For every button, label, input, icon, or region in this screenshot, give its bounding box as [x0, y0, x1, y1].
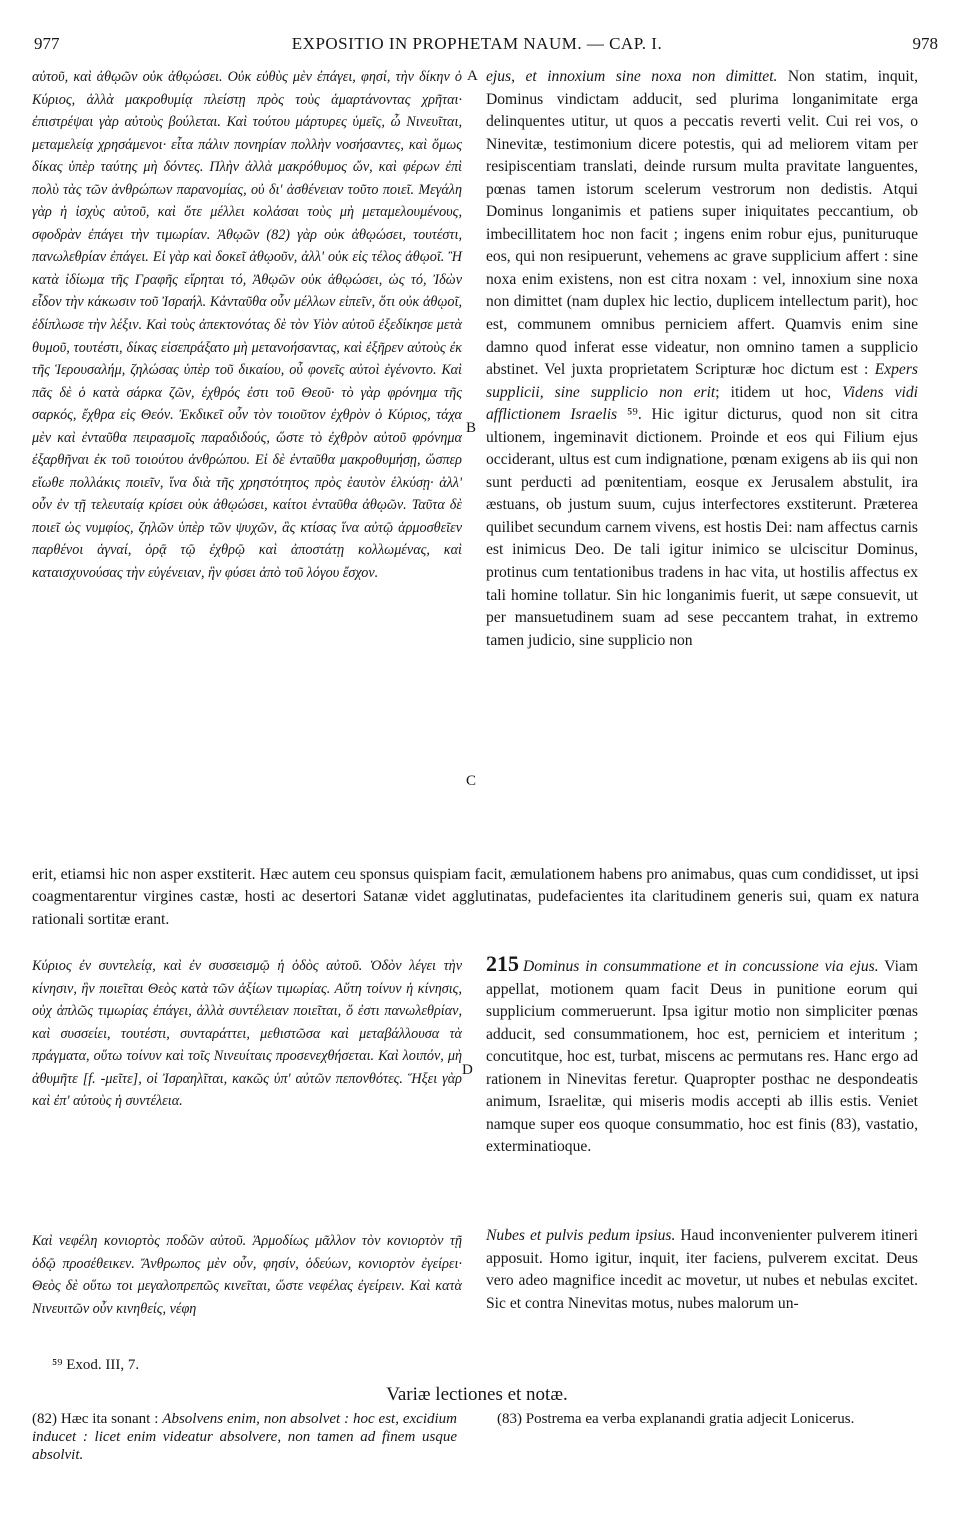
variae-lectiones-heading: Variæ lectiones et notæ. [386, 1384, 568, 1405]
margin-letter-c: C [466, 773, 477, 789]
latin-lead: Nubes et pulvis pedum ipsius. [486, 1227, 676, 1244]
note-text: Absolvens enim, non absolvet : hoc est, excidium inducet : licet enim videatur absolvere, non tamen ad finem usque absolvit. [32, 1411, 457, 1463]
latin-body: Haud inconvenienter pulverem itineri apposuit. Homo igitur, inquit, iter faciens, pulverem excitat. Deus vero adeo magnifice incedit ac movetur, ut nubes et nebulas excitet. Sic et contra Ninevitas motus, nubes malorum un- [486, 1227, 919, 1312]
running-title: EXPOSITIO IN PROPHETAM NAUM. — CAP. I. [291, 34, 663, 53]
latin-quote: Expers supplicii, sine supplicio non erit [486, 361, 918, 401]
margin-letter-d: D [462, 1062, 473, 1078]
greek-text: Καὶ νεφέλη κονιορτὸς ποδῶν αὐτοῦ. Ἁρμοδίως μᾶλλον τὸν κονιορτὸν τῇ ὁδῷ προσέθεικεν. Ἄνθρωπος μὲν οὖν, φησίν, ὁδεύων, κονιορτὸν ἐγείρει· Θεὸς δὲ οὕτω τοι μεγαλοπρεπῶς κινεῖται, ὥστε νεφέλας ἐγείρειν. Καὶ κατὰ Νινευιτῶν οὖν κινηθείς, νέφη [32, 1233, 462, 1317]
margin-letter-a: A [467, 68, 478, 84]
latin-lead: ejus, et innoxium sine noxa non dimittet. [486, 68, 778, 85]
greek-text: αὐτοῦ, καὶ ἀθῳῶν οὐκ ἀθῳώσει. Οὐκ εὐθὺς μὲν ἐπάγει, φησί, τὴν δίκην ὁ Κύριος, ἀλλὰ μακροθυμίᾳ πλείστῃ πρὸς τοὺς ἁμαρτάνοντας χρῆται· ἐπιστρέψαι γὰρ αὐτοὺς βούλεται. Καὶ τούτου μάρτυρες ὑμεῖς, ὦ Νινευῖται, μεταμελείᾳ χρησάμενοι· εἶτα πάλιν πονηρίαν πολλὴν νοσήσαντες, καὶ ὅμως δίκας ὑπὲρ ταύτης μὴ δόντες. Πλὴν ἀλλὰ μακρόθυμος ὤν, καὶ φέρων ἐπὶ πολὺ τὰς τῶν ἀνθρώπων παρανομίας, οὐ δι' ἀσθένειαν τοῦτο ποιεῖ. Μεγάλη γὰρ ἡ ἰσχὺς αὐτοῦ, καὶ ὅτε μέλλει κολάσαι τοὺς μὴ μεταμελουμένους, σφοδρὰν ἐπάγει τὴν τιμωρίαν. Ἀθῳῶν (82) γὰρ οὐκ ἀθῳώσει, τουτέστι, πανωλεθρίαν ἐπάγει. Εἰ γὰρ καὶ δοκεῖ ἀθῳοῦν, ἀλλ' οὐκ εἰς τέλος ἀθῳοῖ. Ἢ κατὰ ἰδίωμα τῆς Γραφῆς εἴρηται τό, Ἀθῳῶν οὐκ ἀθῳώσει, ὡς τό, Ἰδὼν εἶδον τὴν κάκωσιν τοῦ Ἰσραήλ. Κἀνταῦθα οὖν μέλλων εἰπεῖν, ὅτι οὐκ ἀθῳοῖ, ἐδίπλωσε τὴν λέξιν. Καὶ τοὺς ἀπεκτονότας δὲ τὸν Υἱὸν αὐτοῦ ἐξεδίκησε μετὰ θυμοῦ, τουτέστι, δίκας εἰσεπράξατο μὴ μετανοήσαντας, καὶ ἐξῆρεν αὐτοὺς ἐκ τῆς Ἱερουσαλήμ, ζηλώσας ὑπὲρ τοῦ δικαίου, οὗ φονεῖς αὐτοὶ ἐγένοντο. Καὶ πᾶς δὲ ὁ κατὰ σάρκα ζῶν, ἐχθρός ἐστι τοῦ Θεοῦ· τὸ γὰρ φρόνημα τῆς σαρκός, ἔχθρα εἰς Θεόν. Ἐκδικεῖ οὖν τὸν τοιοῦτον ἐχθρὸν ὁ Κύριος, τάχα μὲν καὶ ἐνταῦθα πειρασμοῖς παραδιδούς, ὥστε τὸ ἐχθρὸν αὐτοῦ φρόνημα ἐξαρθῆναι ἐκ τοῦ τοιούτου ἀνθρώπου. Εἰ δὲ ἐνταῦθα μακροθυμήσῃ, ὥσπερ εἴωθε πολλάκις ποιεῖν, ἵνα διὰ τῆς χρηστότητος πρὸς ἑαυτὸν ἑλκύσῃ· ἀλλ' οὖν ἐν τῇ τελευταίᾳ κρίσει οὐκ ἀθῳώσει, καίτοι ἐνταῦθα ἀθῳῶν. Ταῦτα δὲ ποιεῖ ὡς νυμφίος, ζηλῶν ὑπὲρ τῶν ψυχῶν, ἃς κτίσας ἵνα αὐτῷ ἁρμοσθεῖεν παρθένοι ἁγναί, ὁρᾷ τῷ ἐχθρῷ καὶ ἀποστάτῃ κολλωμένας, καὶ καταισχυνούσας τὴν εὐγένειαν, ἣν φύσει ἀπὸ τοῦ λόγου ἔσχον. [32, 69, 462, 582]
greek-text: Κύριος ἐν συντελείᾳ, καὶ ἐν συσσεισμῷ ἡ ὁδὸς αὐτοῦ. Ὁδὸν λέγει τὴν κίνησιν, ἣν ποιεῖται Θεὸς κατὰ τῶν ἀξίων τιμωρίας. Αὕτη τοίνυν ἡ κίνησις, οὐχ ἁπλῶς τιμωρίας ἐπάγει, ἀλλὰ συντέλειαν ποιεῖται, ὅ ἐστι πανωλεθρίαν, καὶ συσσείει, τουτέστι, συνταράττει, μεθιστῶσα καὶ μεταβάλλουσα τὰ πράγματα, οὕτω τοίνυν καὶ τοῖς Νινευίταις προσενεχθήσεται. Καὶ λοιπόν, μὴ ἀθυμῆτε [f. -μεῖτε], οἱ Ἰσραηλῖται, κακῶς ὑπ' αὐτῶν πεπονθότες. Ἥξει γὰρ καὶ ἐπ' αὐτοὺς ἡ συντέλεια. [32, 958, 462, 1110]
column-number: 215 [486, 951, 519, 976]
latin-body: ; itidem ut hoc, [715, 383, 843, 401]
latin-text [486, 953, 918, 1159]
greek-column-block-2 [32, 955, 462, 1113]
latin-text [486, 1225, 918, 1315]
greek-column-block-1 [32, 66, 462, 585]
latin-quote: Videns vidi afflictionem Israelis [486, 383, 918, 424]
full-width-paragraph: erit, etiamsi hic non asper exstiterit. Hæc autem ceu sponsus quispiam facit, æmulationem habens pro animabus, quas cum condidisset, ut ipsi coagmentarentur virgines castæ, hosti ac desertori Satanæ videt agglutinatas, pudefacientes ita claritudinem generis sui, quam ex natura rationali sortitæ erant. [32, 866, 919, 928]
note-number: (82) Hæc ita sonant : [32, 1411, 163, 1427]
note-82 [32, 1410, 457, 1464]
scripture-ref: ⁵⁹ [617, 406, 638, 424]
latin-body: Non statim, inquit, Dominus vindictam adducit, sed plurima longanimitate erga delinquentes utitur, ut quos a peccatis reverti velit. Cui rei vos, o Ninevitæ, testimonium dicere potestis, qui ad meliorem vitam per resipiscentiam translati, deinde rursum multa pravitate languentes, pœnas tamen istorum scelerum vestrorum non dedistis. Atqui Dominus longanimis et patiens super iniquitates peccantium, ob imbecillitatem hoc non facit ; ingens enim robur ejus, punituruque eos, qui non resipuerunt, vehemens ac grave supplicium affert : sine noxa enim existens, non est citra noxam : vel, innoxium sine noxa non dimittet (nam duplex hic lectio, duplicem intellectum parit), hoc est, communem omnibus perniciem affert. Quamvis enim sine damno quod inferat esse videatur, non omnino tamen a supplicio abstinet. Vel juxta proprietatem Scripturæ hoc dictum est : [486, 68, 918, 379]
page-number-left: 977 [34, 34, 60, 53]
margin-letter-b: B [466, 420, 477, 436]
footnote: ⁵⁹ Exod. III, 7. [52, 1357, 140, 1373]
latin-body: . Hic igitur dicturus, quod non sit citra ultionem, ingeminavit dictionem. Proinde et eos qui Filium ejus occiderant, ultus est cum indignatione, pœnam exigens ab iis qui non sunt perducti ad pœnitentiam, eosque ex Jerusalem abstulit, ira æstuans, ob justum suum, cujus interfectores exstiterunt. Præterea quilibet secundum carnem vivens, est hostis Dei: nam affectus carnis est inimicus Deo. De tali igitur inimico se ulciscitur Dominus, protinus cum tentationibus tradens in hac vita, ut hostilis affectus ex tali homine tollatur. Sin hic longanimis fuerit, ut sæpe consuevit, ut per mansuetudinem suam ad sese peccantem trahat, in extremo tamen judicio, sine supplicio non [486, 406, 919, 649]
greek-column-block-3 [32, 1230, 462, 1320]
latin-column-block-2 [486, 953, 918, 1159]
page-number-right: 978 [912, 34, 938, 53]
latin-column-block-3 [486, 1225, 918, 1315]
latin-lead: Dominus in consummatione et in concussione via ejus. [523, 958, 879, 975]
latin-text [486, 66, 918, 652]
note-83: (83) Postrema ea verba explanandi gratia adjecit Lonicerus. [497, 1411, 855, 1427]
latin-column-block-1 [486, 66, 918, 652]
latin-body: Viam appellat, motionem quam facit Deus in punitione eorum qui supplicium commeruerunt. Ipsa igitur motio non simpliciter pœnas adducit, sed consummationem, hoc est, perniciem et interitum ; concutitque, hoc est, turbat, miscens ac permutans res. Hanc ergo ad rationem in Ninevitas feretur. Quapropter posthac ne despondeatis animum, Israelitæ, qui miseris modis accepti ab illis estis. Veniet namque super eos quoque consummatio, hoc est finis (83), vastatio, exterminatioque. [486, 958, 918, 1156]
